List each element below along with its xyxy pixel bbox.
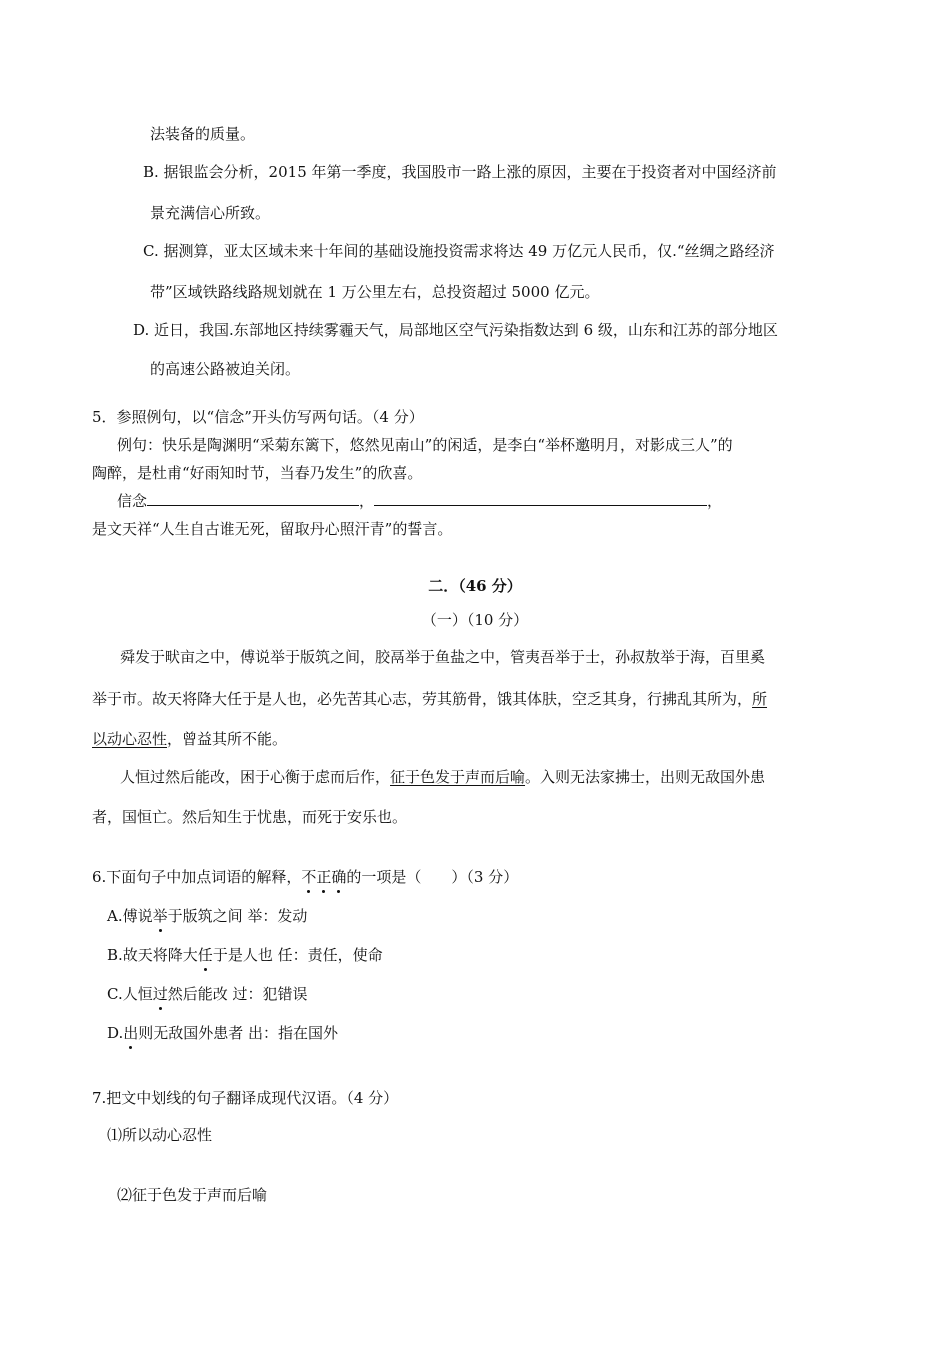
passage-text: 人恒过然后能改，困于心衡于虑而后作，	[120, 768, 391, 786]
dotted-char: 举	[152, 907, 168, 925]
passage-p2-line1	[120, 767, 765, 787]
option-text: C.人恒	[107, 985, 153, 1003]
option-c-line1: C. 据测算，亚太区域未来十年间的基础设施投资需求将达 49 万亿元人民币，仅.“丝绸之路经济	[143, 242, 775, 260]
question-6-option-a	[107, 906, 307, 926]
option-c-line2: 带”区域铁路线路规划就在 1 万公里左右，总投资超过 5000 亿元。	[150, 283, 600, 301]
passage-p1-line1: 舜发于畎亩之中，傅说举于版筑之间，胶鬲举于鱼盐之中，管夷吾举于士，孙叔敖举于海，百里奚	[120, 648, 766, 666]
question-5-example-line2: 陶醉，是杜甫“好雨知时节，当春乃发生”的欣喜。	[92, 464, 423, 482]
answer-blank-2[interactable]	[374, 491, 707, 506]
question-7-item-1: ⑴所以动心忍性	[107, 1126, 213, 1144]
option-text: B.故天将降大	[107, 946, 198, 964]
option-d-line1: D. 近日，我国.东部地区持续雾霾天气，局部地区空气污染指数达到 6 级，山东和江苏的部分地区	[133, 321, 778, 339]
question-5-stem: 5．参照例句，以“信念”开头仿写两句话。（4 分）	[92, 408, 424, 426]
stem-text: 的一项是（ ）（3 分）	[346, 868, 519, 886]
option-text: A.傅说	[107, 907, 153, 925]
passage-p1-line3	[92, 729, 287, 749]
fill-separator: ，	[359, 492, 375, 510]
underlined-phrase: 以动心忍性	[92, 730, 168, 748]
option-b-line1: B. 据银监会分析，2015 年第一季度，我国股市一路上涨的原因，主要在于投资者对中国经济前	[143, 163, 777, 181]
stem-text: 6.下面句子中加点词语的解释，	[92, 868, 302, 886]
passage-text: 举于市。故天将降大任于是人也，必先苦其心志，劳其筋骨，饿其体肤，空乏其身，行拂乱其所为，	[92, 690, 753, 708]
option-b-line2: 景充满信心所致。	[150, 204, 271, 222]
question-6-option-c	[107, 984, 308, 1004]
passage-p1-line2	[92, 689, 767, 709]
passage-text: ，曾益其所不能。	[167, 730, 288, 748]
answer-blank-1[interactable]	[147, 491, 359, 506]
section-subtitle: （一）（10 分）	[421, 611, 529, 629]
option-text: 然后能改 过：犯错误	[167, 985, 308, 1003]
passage-text: 。入则无法家拂士，出则无敌国外患	[525, 768, 766, 786]
question-5-fill-line	[117, 491, 722, 511]
option-d-line2: 的高速公路被迫关闭。	[150, 360, 301, 378]
question-6-option-b	[107, 945, 383, 965]
dotted-char: 出	[123, 1024, 139, 1042]
question-5-fill-tail: 是文天祥“人生自古谁无死，留取丹心照汗青”的誓言。	[92, 520, 453, 538]
underlined-phrase: 所	[752, 690, 768, 708]
option-a-tail: 法装备的质量。	[150, 125, 256, 143]
option-text: 于是人也 任：责任，使命	[212, 946, 383, 964]
question-7-item-2: ⑵征于色发于声而后喻	[117, 1186, 268, 1204]
dotted-char: 确	[331, 868, 347, 886]
section-title: 二．（46 分）	[428, 577, 522, 595]
option-text: D.	[107, 1024, 124, 1042]
dotted-char: 过	[152, 985, 168, 1003]
fill-prefix: 信念	[117, 492, 148, 510]
fill-end: ，	[707, 492, 723, 510]
dotted-char: 任	[197, 946, 213, 964]
question-6-stem	[92, 867, 518, 887]
underlined-phrase: 征于色发于声而后喻	[390, 768, 526, 786]
dotted-char: 正	[316, 868, 332, 886]
question-7-stem: 7.把文中划线的句子翻译成现代汉语。（4 分）	[92, 1089, 399, 1107]
question-5-example-line1: 例句：快乐是陶渊明“采菊东篱下，悠然见南山”的闲适，是李白“举杯邀明月，对影成三人”的	[117, 436, 733, 454]
option-text: 则无敌国外患者 出：指在国外	[138, 1024, 339, 1042]
dotted-char: 不	[301, 868, 317, 886]
passage-p2-line2: 者，国恒亡。然后知生于忧患，而死于安乐也。	[92, 808, 408, 826]
question-6-option-d	[107, 1023, 338, 1043]
option-text: 于版筑之间 举：发动	[167, 907, 308, 925]
